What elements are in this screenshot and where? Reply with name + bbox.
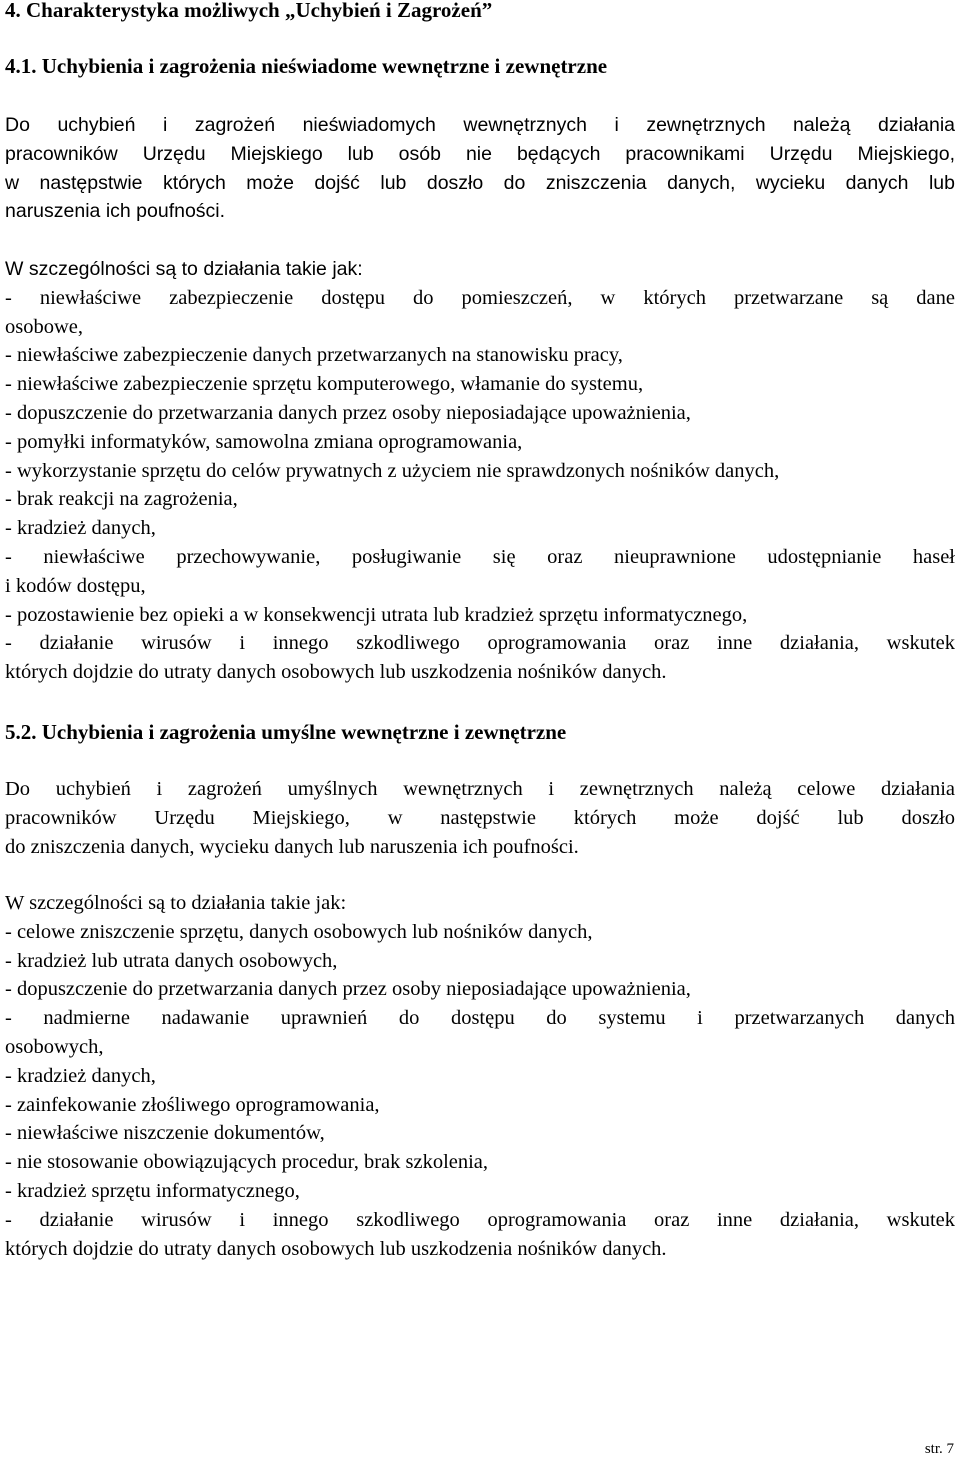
list-item: - nadmierne nadawanie uprawnień do dostępu do systemu i przetwarzanych danych [5,1007,955,1030]
list-item: - kradzież sprzętu informatycznego, [5,1179,300,1202]
list-item: - kradzież lub utrata danych osobowych, [5,949,338,972]
list-item: - nie stosowanie obowiązujących procedur, brak szkolenia, [5,1151,489,1174]
list-item: - pozostawienie bez opieki a w konsekwencji utrata lub kradzież sprzętu informatycznego, [5,603,748,626]
section-1-intro [5,111,955,226]
text-line: Do uchybień i zagrożeń nieświadomych wewnętrznych i zewnętrznych należą działania [5,114,955,136]
list-item: - kradzież danych, [5,517,156,540]
text-line: do zniszczenia danych, wycieku danych lub naruszenia ich poufności. [5,835,579,858]
list-item: - działanie wirusów i innego szkodliwego oprogramowania oraz inne działania, wskutek [5,1208,955,1231]
text-line: pracowników Urzędu Miejskiego lub osób nie będących pracownikami Urzędu Miejskiego, [5,142,955,165]
list-item: - dopuszczenie do przetwarzania danych przez osoby nieposiadające upoważnienia, [5,401,691,424]
page-number: str. 7 [924,1441,954,1457]
list-item: - zainfekowanie złośliwego oprogramowania, [5,1093,380,1116]
list-item: - brak reakcji na zagrożenia, [5,488,238,511]
list-item: których dojdzie do utraty danych osobowych lub uszkodzenia nośników danych. [5,1237,667,1260]
list-item: - niewłaściwe niszczenie dokumentów, [5,1122,325,1145]
list-item: i kodów dostępu, [5,574,146,597]
list-item: - dopuszczenie do przetwarzania danych przez osoby nieposiadające upoważnienia, [5,978,691,1001]
list-item: - wykorzystanie sprzętu do celów prywatnych z użyciem nie sprawdzonych nośników danych, [5,459,780,482]
list-item: osobowych, [5,1035,104,1058]
list-intro: W szczególności są to działania takie jak: [5,892,347,914]
document-heading: 4. Charakterystyka możliwych „Uchybień i Zagrożeń” [5,0,493,22]
section-1-list [5,255,955,687]
list-intro: W szczególności są to działania takie jak: [5,258,363,280]
list-item: osobowe, [5,315,84,338]
list-item: - pomyłki informatyków, samowolna zmiana oprogramowania, [5,430,523,453]
list-item: - niewłaściwe przechowywanie, posługiwanie się oraz nieuprawnione udostępnianie haseł [5,545,955,568]
list-item: - niewłaściwe zabezpieczenie danych przetwarzanych na stanowisku pracy, [5,344,623,367]
text-line: w następstwie których może dojść lub doszło do zniszczenia danych, wycieku danych lub [5,171,955,194]
list-item: - kradzież danych, [5,1064,156,1087]
text-line: pracowników Urzędu Miejskiego, w następstwie których może dojść lub doszło [5,806,955,829]
section-2-title: 5.2. Uchybienia i zagrożenia umyślne wewnętrzne i zewnętrzne [5,720,567,744]
list-item: których dojdzie do utraty danych osobowych lub uszkodzenia nośników danych. [5,661,667,684]
list-item: - niewłaściwe zabezpieczenie sprzętu komputerowego, włamanie do systemu, [5,373,644,396]
list-item: - niewłaściwe zabezpieczenie dostępu do pomieszczeń, w których przetwarzane są dane [5,286,955,309]
section-2-list [5,889,955,1263]
text-line: Do uchybień i zagrożeń umyślnych wewnętrznych i zewnętrznych należą celowe działania [5,778,955,800]
list-item: - celowe zniszczenie sprzętu, danych osobowych lub nośników danych, [5,920,593,943]
section-1-title: 4.1. Uchybienia i zagrożenia nieświadome wewnętrzne i zewnętrzne [5,54,608,78]
section-2-intro [5,775,955,861]
text-line: naruszenia ich poufności. [5,200,226,223]
list-item: - działanie wirusów i innego szkodliwego oprogramowania oraz inne działania, wskutek [5,632,955,655]
